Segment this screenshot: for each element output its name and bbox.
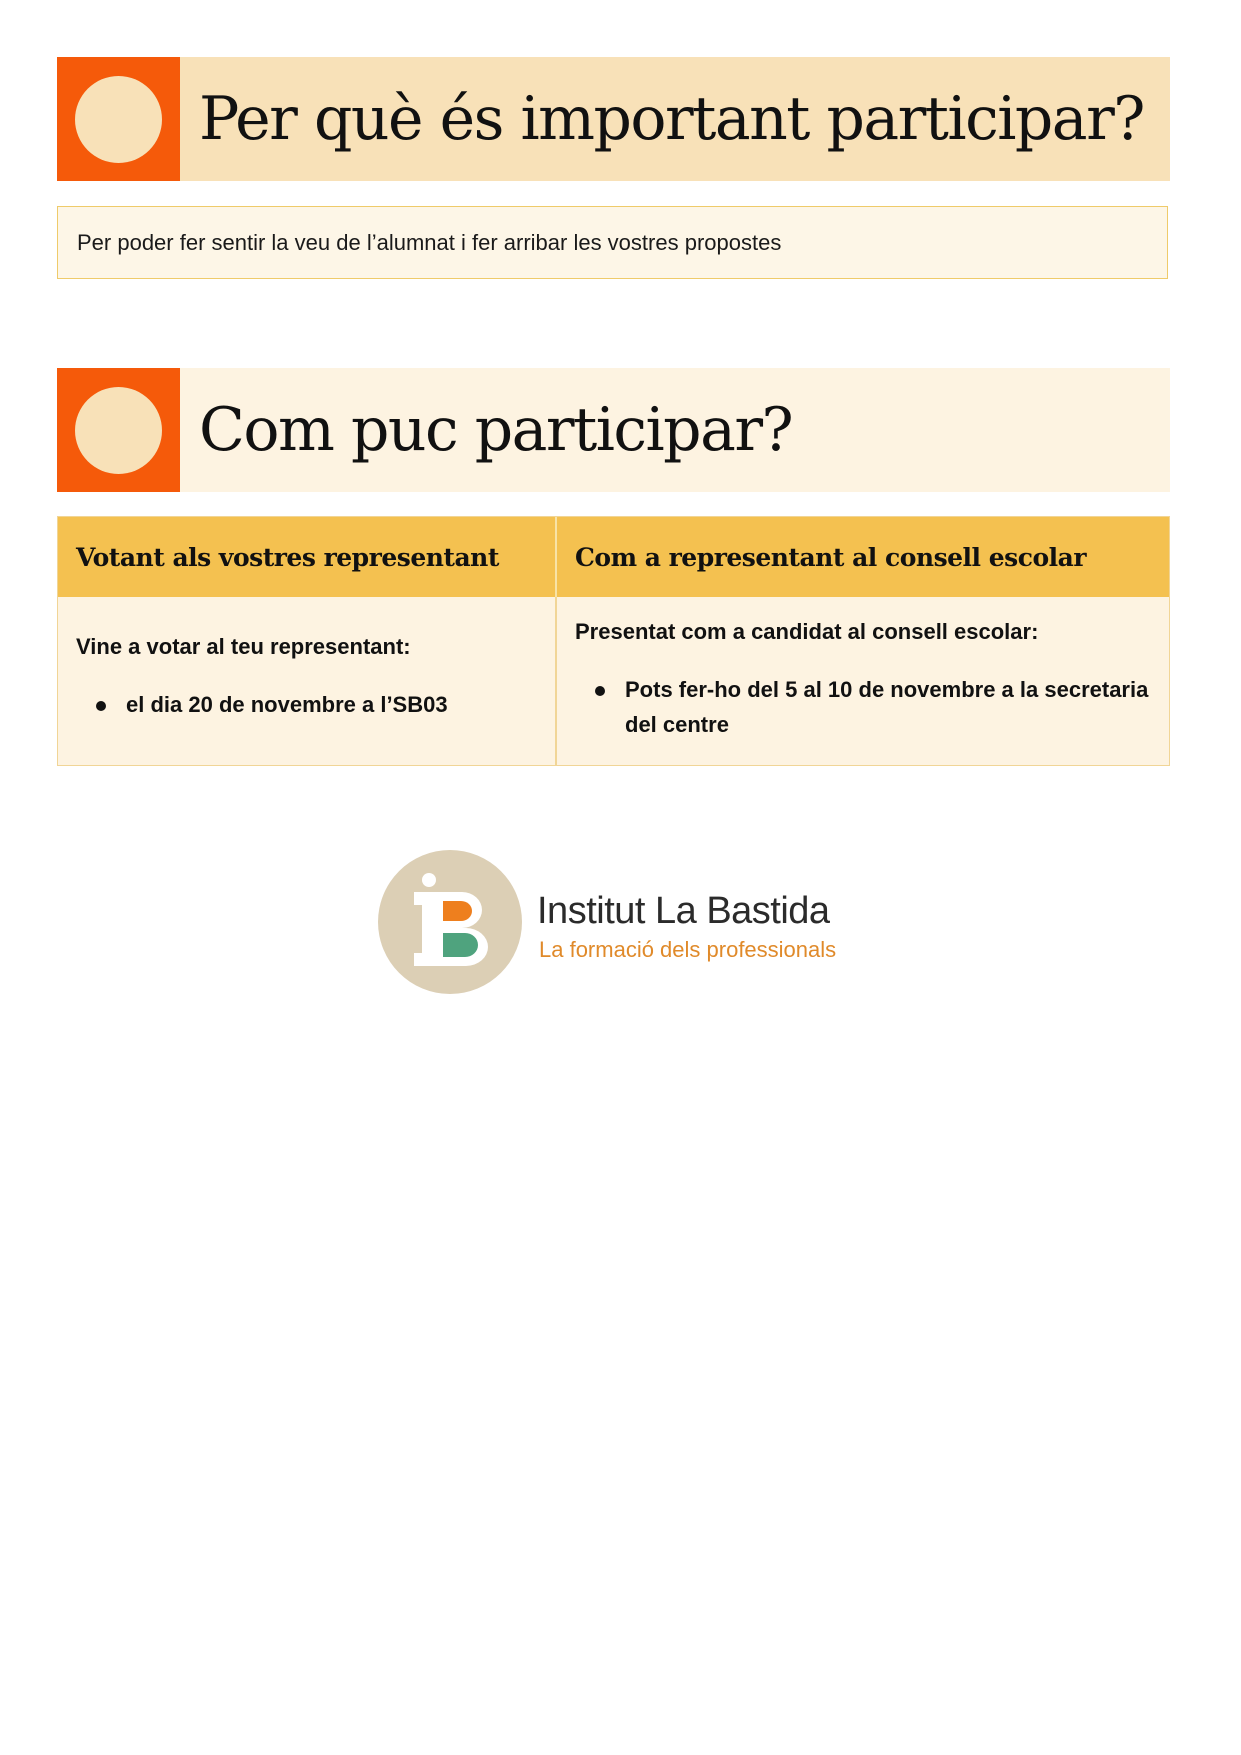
bullet-list [76,687,555,722]
option-heading-candidate: Com a representant al consell escolar [555,517,1169,597]
circle-icon [75,387,162,474]
logo-tagline: La formació dels professionals [539,937,837,962]
section-title: Com puc participar? [199,395,793,465]
section-banner-why [57,57,1170,181]
participation-options-table [57,516,1170,766]
banner-title-bar [180,57,1170,181]
option-lead-text: Presentat com a candidat al consell escolar: [575,619,1039,644]
circle-icon [75,76,162,163]
section-title: Per què és important participar? [199,84,1144,154]
option-cell-vote [58,597,555,765]
banner-accent-square [57,368,180,492]
info-text: Per poder fer sentir la veu de l’alumnat i fer arribar les vostres propostes [77,229,782,255]
bullet-list [575,672,1157,742]
option-lead-text: Vine a votar al teu representant: [76,634,411,659]
logo-mark-icon [378,850,522,994]
info-box [57,206,1168,279]
school-logo [378,850,878,995]
banner-accent-square [57,57,180,181]
list-item: Pots fer-ho del 5 al 10 de novembre a la secretaria del centre [625,672,1157,742]
option-heading-vote: Votant als vostres representant [58,517,555,597]
banner-title-bar [180,368,1170,492]
section-banner-how [57,368,1170,492]
logo-name: Institut La Bastida [537,890,830,932]
list-item: el dia 20 de novembre a l’SB03 [126,687,555,722]
option-cell-candidate [555,597,1169,765]
